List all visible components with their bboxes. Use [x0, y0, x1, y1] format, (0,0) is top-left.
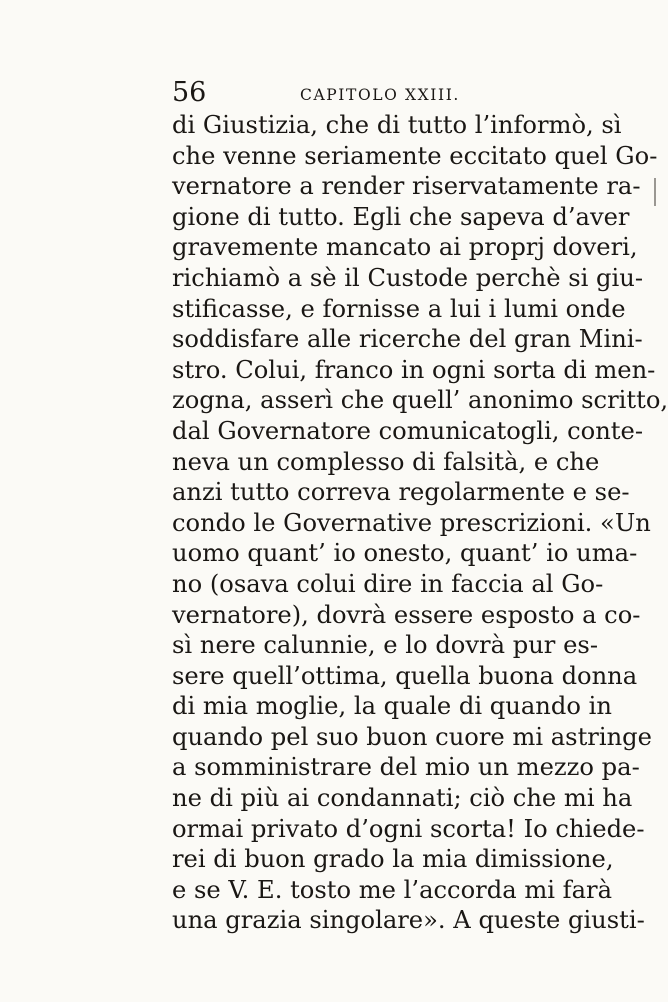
body-text	[172, 110, 668, 936]
text-line: soddisfare alle ricerche del gran Mini-	[172, 325, 643, 354]
text-line: anzi tutto correva regolarmente e se-	[172, 478, 630, 507]
text-line: stro. Colui, franco in ogni sorta di men-	[172, 355, 656, 384]
page-number: 56	[172, 77, 207, 108]
text-line: vernatore a render riservatamente ra-	[172, 172, 641, 201]
text-line: condo le Governative prescrizioni. «Un	[172, 508, 651, 537]
text-line: sere quell’ottima, quella buona donna	[172, 661, 638, 690]
text-line: quando pel suo buon cuore mi astringe	[172, 722, 652, 751]
text-line: gravemente mancato ai proprj doveri,	[172, 233, 638, 262]
text-line: richiamò a sè il Custode perchè si giu-	[172, 263, 644, 292]
text-line: no (osava colui dire in faccia al Go-	[172, 569, 604, 598]
text-line: stificasse, e fornisse a lui i lumi onde	[172, 294, 626, 323]
text-line: di mia moglie, la quale di quando in	[172, 692, 612, 721]
text-line: rei di buon grado la mia dimissione,	[172, 845, 614, 874]
text-line: vernatore), dovrà essere esposto a co-	[172, 600, 641, 629]
running-head: CAPITOLO XXIII.	[300, 86, 460, 104]
text-line: ormai privato d’ogni scorta! Io chiede-	[172, 814, 645, 843]
text-line: una grazia singolare». A queste giusti-	[172, 906, 645, 935]
text-line: di Giustizia, che di tutto l’informò, sì	[172, 111, 622, 139]
text-line: e se V. E. tosto me l’accorda mi farà	[172, 875, 613, 904]
text-line: dal Governatore comunicatogli, conte-	[172, 416, 644, 445]
text-line: uomo quant’ io onesto, quant’ io uma-	[172, 539, 638, 568]
text-line: zogna, asserì che quell’ anonimo scritto,	[172, 386, 668, 415]
text-line: gione di tutto. Egli che sapeva d’aver	[172, 202, 630, 231]
text-line: a somministrare del mio un mezzo pa-	[172, 753, 640, 782]
page-edge-mark	[654, 178, 656, 206]
text-line: che venne seriamente eccitato quel Go-	[172, 141, 658, 170]
text-line: neva un complesso di falsità, e che	[172, 447, 600, 476]
text-line: sì nere calunnie, e lo dovrà pur es-	[172, 631, 598, 660]
text-line: ne di più ai condannati; ciò che mi ha	[172, 784, 633, 813]
